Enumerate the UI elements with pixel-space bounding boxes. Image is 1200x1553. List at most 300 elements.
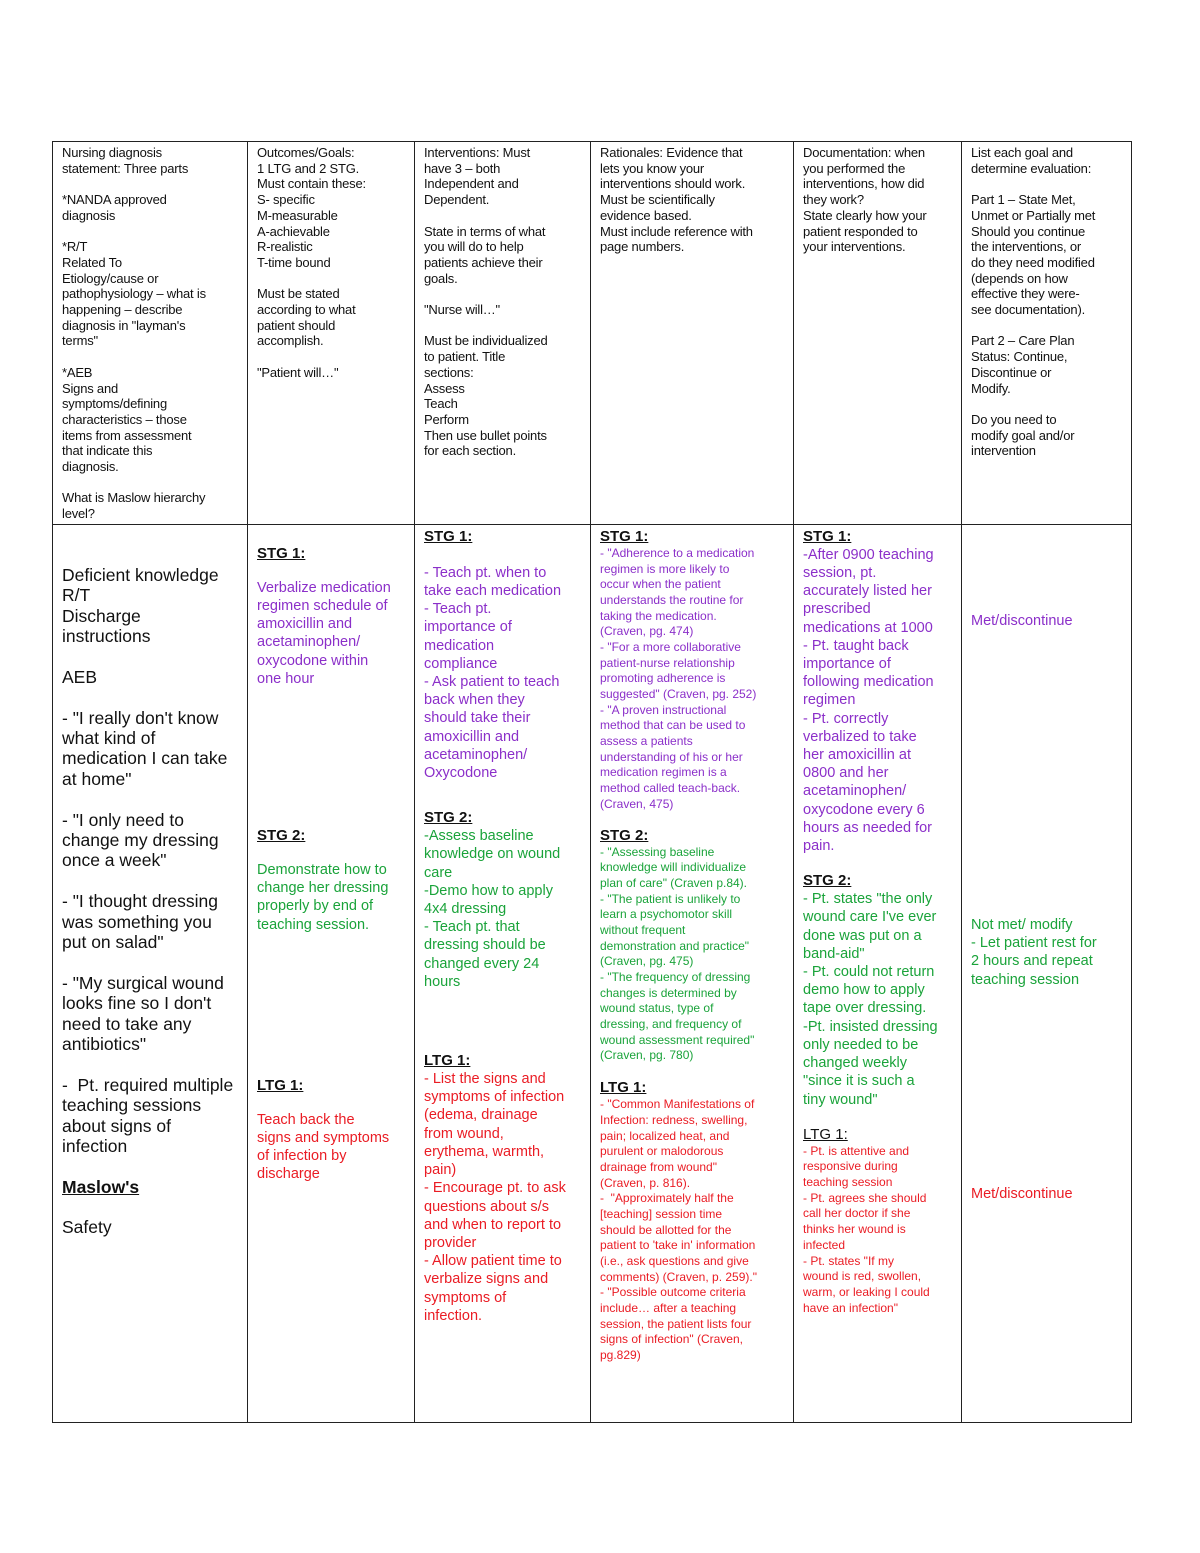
text-line: teaching session bbox=[971, 971, 1080, 988]
text-line: Interventions: Must bbox=[424, 145, 531, 160]
text-line: [teaching] session time bbox=[600, 1206, 723, 1221]
text-line: - Pt. states "the only bbox=[803, 891, 933, 908]
text-line: the interventions, or bbox=[971, 239, 1081, 255]
text-line: wound care I've ever bbox=[803, 909, 937, 926]
text-line: items from assessment bbox=[62, 427, 192, 443]
text-line: *AEB bbox=[62, 364, 93, 380]
text-line: Part 2 – Care Plan bbox=[971, 333, 1075, 349]
text-line: - "My surgical wound bbox=[62, 972, 224, 993]
text-line: Not met/ modify bbox=[971, 917, 1073, 934]
text-line: Outcomes/Goals: bbox=[257, 145, 355, 160]
text-line: wound status, type of bbox=[600, 1001, 714, 1016]
text-line: thinks her wound is bbox=[803, 1222, 906, 1237]
text-line: amoxicillin and bbox=[424, 728, 520, 745]
text-line: see documentation). bbox=[971, 302, 1085, 318]
text-line: A-achievable bbox=[257, 223, 330, 239]
text-line: teaching session. bbox=[257, 916, 370, 933]
intervention-stg2-label: STG 2: bbox=[424, 809, 473, 827]
text-line: from wound, bbox=[424, 1125, 504, 1142]
text-line: learn a psychomotor skill bbox=[600, 907, 733, 922]
text-line: signs of infection" (Craven, bbox=[600, 1332, 743, 1347]
intervention-stg1 bbox=[424, 564, 584, 782]
text-line: dressing should be bbox=[424, 937, 546, 954]
text-line: "Nurse will…" bbox=[424, 302, 500, 317]
text-line: wound is red, swollen, bbox=[803, 1269, 922, 1284]
rationale-stg2-label: STG 2: bbox=[600, 826, 649, 844]
text-line: antibiotics" bbox=[62, 1034, 147, 1055]
text-line: Related To bbox=[62, 254, 122, 270]
text-line: "since it is such a bbox=[803, 1073, 915, 1090]
text-line: provider bbox=[424, 1234, 477, 1251]
intervention-ltg1 bbox=[424, 1070, 584, 1325]
text-line: Perform bbox=[424, 411, 469, 427]
text-line: method called teach-back. bbox=[600, 781, 741, 796]
text-line bbox=[62, 475, 241, 491]
text-line: drainage from wound" bbox=[600, 1159, 717, 1174]
maslow-label: Maslow's bbox=[62, 1176, 140, 1197]
text-line: erythema, warmth, bbox=[424, 1143, 545, 1160]
text-line: M-measurable bbox=[257, 207, 338, 223]
text-line: session, the patient lists four bbox=[600, 1316, 752, 1331]
text-line: diagnosis in "layman's bbox=[62, 317, 186, 333]
text-line: (Craven, p. 816). bbox=[600, 1175, 691, 1190]
intervention-stg2 bbox=[424, 827, 584, 991]
text-line: (Craven, pg. 474) bbox=[600, 624, 694, 639]
diagnosis-cell bbox=[53, 524, 248, 1422]
text-line: -Demo how to apply bbox=[424, 882, 553, 899]
text-line: regimen bbox=[803, 692, 856, 709]
text-line: understanding of his or her bbox=[600, 749, 743, 764]
text-line: - List the signs and bbox=[424, 1071, 546, 1088]
text-line: - Pt. taught back bbox=[803, 637, 909, 654]
text-line: acetaminophen/ bbox=[257, 634, 361, 651]
text-line: (edema, drainage bbox=[424, 1107, 538, 1124]
text-line: responsive during bbox=[803, 1159, 898, 1174]
rationale-stg2 bbox=[600, 845, 787, 1065]
text-line: to patient. Title bbox=[424, 349, 506, 365]
header-evaluation bbox=[962, 142, 1132, 525]
text-line: - "Possible outcome criteria bbox=[600, 1285, 746, 1300]
text-line: Assess bbox=[424, 380, 465, 396]
text-line bbox=[62, 952, 241, 972]
text-line: - Pt. correctly bbox=[803, 710, 889, 727]
documentation-stg1 bbox=[803, 546, 955, 855]
text-line: regimen schedule of bbox=[257, 598, 388, 615]
text-line: compliance bbox=[424, 655, 498, 672]
text-line: terms" bbox=[62, 333, 98, 349]
text-line: Must be individualized bbox=[424, 333, 548, 349]
text-line: patient to 'take in' information bbox=[600, 1238, 756, 1253]
text-line: 2 hours and repeat bbox=[971, 953, 1093, 970]
text-line: without frequent bbox=[600, 922, 686, 937]
interventions-cell bbox=[415, 524, 591, 1422]
text-line: and when to report to bbox=[424, 1216, 562, 1233]
text-line: determine evaluation: bbox=[971, 160, 1092, 176]
text-line: Deficient knowledge bbox=[62, 564, 219, 585]
text-line: - Allow patient time to bbox=[424, 1253, 562, 1270]
text-line: medication I can take bbox=[62, 748, 228, 769]
text-line: Independent and bbox=[424, 176, 519, 192]
text-line: call her doctor if she bbox=[803, 1206, 911, 1221]
text-line: medications at 1000 bbox=[803, 619, 933, 636]
text-line: Discharge bbox=[62, 605, 141, 626]
text-line bbox=[424, 286, 584, 302]
text-line bbox=[62, 349, 241, 365]
text-line: teaching sessions bbox=[62, 1095, 202, 1116]
text-line: purulent or malodorous bbox=[600, 1144, 724, 1159]
text-line: Modify. bbox=[971, 380, 1011, 396]
text-line: tape over dressing. bbox=[803, 1000, 927, 1017]
text-line bbox=[62, 646, 241, 666]
header-interventions bbox=[415, 142, 591, 525]
text-line: Rationales: Evidence that bbox=[600, 145, 743, 160]
text-line: (Craven, pg. 475) bbox=[600, 954, 694, 969]
text-line: once a week" bbox=[62, 850, 167, 871]
text-line: - "I only need to bbox=[62, 809, 184, 830]
text-line: importance of bbox=[424, 619, 512, 636]
text-line: looks fine so I don't bbox=[62, 993, 212, 1014]
text-line: pain) bbox=[424, 1162, 457, 1179]
text-line: State clearly how your bbox=[803, 207, 927, 223]
header-outcomes bbox=[248, 142, 415, 525]
text-line: Status: Continue, bbox=[971, 349, 1068, 365]
text-line: - Pt. agrees she should bbox=[803, 1190, 927, 1205]
text-line bbox=[257, 349, 408, 365]
text-line: change my dressing bbox=[62, 830, 219, 851]
text-line: acetaminophen/ bbox=[424, 746, 528, 763]
text-line: suggested" (Craven, pg. 252) bbox=[600, 687, 757, 701]
text-line: List each goal and bbox=[971, 145, 1073, 160]
text-line: Etiology/cause or bbox=[62, 270, 159, 286]
text-line: take each medication bbox=[424, 583, 562, 600]
text-line: pain; localized heat, and bbox=[600, 1128, 730, 1143]
text-line: -Assess baseline bbox=[424, 828, 534, 845]
text-line: Demonstrate how to bbox=[257, 862, 387, 879]
text-line: -After 0900 teaching bbox=[803, 546, 934, 563]
text-line: symptoms/defining bbox=[62, 396, 167, 412]
text-line: - "I thought dressing bbox=[62, 891, 219, 912]
text-line: Do you need to bbox=[971, 411, 1057, 427]
outcome-stg2 bbox=[257, 861, 408, 934]
text-line: questions about s/s bbox=[424, 1198, 549, 1215]
text-line: - "The patient is unlikely to bbox=[600, 891, 741, 906]
text-line: 0800 and her bbox=[803, 765, 889, 782]
text-line: - Let patient rest for bbox=[971, 935, 1097, 952]
outcome-stg1 bbox=[257, 579, 408, 688]
documentation-ltg1 bbox=[803, 1144, 955, 1317]
care-plan-table bbox=[52, 141, 1132, 1423]
rationale-stg1 bbox=[600, 546, 787, 813]
content-row bbox=[53, 524, 1132, 1422]
text-line: band-aid" bbox=[803, 945, 865, 962]
text-line: medication bbox=[424, 637, 495, 654]
text-line bbox=[62, 871, 241, 891]
text-line: - "Common Manifestations of bbox=[600, 1097, 755, 1112]
text-line: Must contain these: bbox=[257, 176, 366, 192]
text-line: -Pt. insisted dressing bbox=[803, 1018, 938, 1035]
text-line: back when they bbox=[424, 692, 525, 709]
text-line: S- specific bbox=[257, 192, 315, 208]
text-line: *NANDA approved bbox=[62, 192, 167, 208]
text-line: statement: Three parts bbox=[62, 160, 189, 176]
text-line: changed every 24 bbox=[424, 955, 540, 972]
text-line: - Teach pt. that bbox=[424, 919, 520, 936]
text-line: one hour bbox=[257, 670, 315, 687]
text-line: Discontinue or bbox=[971, 364, 1052, 380]
text-line: - "The frequency of dressing bbox=[600, 970, 751, 984]
header-diagnosis bbox=[53, 142, 248, 525]
text-line: wound assessment required" bbox=[600, 1032, 755, 1047]
text-line bbox=[62, 1054, 241, 1074]
text-line: importance of bbox=[803, 656, 891, 673]
evaluation-ltg1 bbox=[971, 1185, 1125, 1203]
evaluation-stg2 bbox=[971, 916, 1125, 989]
text-line: R/T bbox=[62, 585, 91, 606]
maslow-level: Safety bbox=[62, 1216, 112, 1237]
text-line: your interventions. bbox=[803, 239, 906, 255]
rationale-stg1-label: STG 1: bbox=[600, 527, 649, 545]
text-line: change her dressing bbox=[257, 880, 389, 897]
outcome-ltg1-label: LTG 1: bbox=[257, 1076, 304, 1094]
text-line: medication regimen is a bbox=[600, 765, 727, 780]
header-row bbox=[53, 142, 1132, 525]
text-line: tiny wound" bbox=[803, 1091, 878, 1108]
text-line: R-realistic bbox=[257, 239, 313, 255]
text-line: understands the routine for bbox=[600, 592, 744, 607]
text-line: Signs and bbox=[62, 380, 119, 396]
text-line: you performed the bbox=[803, 160, 906, 176]
text-line: Nursing diagnosis bbox=[62, 145, 162, 160]
text-line: demo how to apply bbox=[803, 982, 925, 999]
text-line: method that can be used to bbox=[600, 718, 746, 733]
text-line bbox=[62, 687, 241, 707]
text-line: goals. bbox=[424, 270, 458, 286]
text-line: put on salad" bbox=[62, 932, 164, 953]
text-line: pg.829) bbox=[600, 1348, 641, 1363]
text-line: instructions bbox=[62, 626, 151, 647]
text-line: (depends on how bbox=[971, 270, 1068, 286]
text-line: hours as needed for bbox=[803, 819, 932, 836]
text-line: knowledge on wound bbox=[424, 846, 561, 863]
text-line: intervention bbox=[971, 443, 1036, 459]
text-line: infection bbox=[62, 1136, 128, 1157]
text-line: Met/discontinue bbox=[971, 612, 1073, 629]
text-line: diagnosis. bbox=[62, 459, 119, 475]
text-line: - "A proven instructional bbox=[600, 702, 727, 717]
text-line: verbalized to take bbox=[803, 728, 917, 745]
text-line: Oxycodone bbox=[424, 765, 498, 782]
documentation-ltg1-label: LTG 1: bbox=[803, 1125, 848, 1143]
text-line: acetaminophen/ bbox=[803, 783, 907, 800]
text-line: should be allotted for the bbox=[600, 1222, 732, 1237]
text-line: occur when the patient bbox=[600, 577, 721, 592]
text-line: - "For a more collaborative bbox=[600, 639, 741, 654]
text-line: promoting adherence is bbox=[600, 671, 726, 686]
text-line: - Ask patient to teach bbox=[424, 674, 560, 691]
text-line: at home" bbox=[62, 768, 132, 789]
text-line: - Pt. states "If my bbox=[803, 1253, 894, 1268]
text-line: - Pt. required multiple bbox=[62, 1074, 234, 1095]
text-line: pathophysiology – what is bbox=[62, 286, 206, 302]
text-line: Documentation: when bbox=[803, 145, 925, 160]
text-line: infection. bbox=[424, 1307, 483, 1324]
text-line: comments) (Craven, p. 259)." bbox=[600, 1269, 757, 1284]
text-line: patient should bbox=[257, 317, 336, 333]
text-line: discharge bbox=[257, 1166, 320, 1183]
text-line: accurately listed her bbox=[803, 583, 932, 600]
text-line: State in terms of what bbox=[424, 223, 546, 239]
text-line: about signs of bbox=[62, 1115, 171, 1136]
text-line: for each section. bbox=[424, 443, 516, 459]
text-line: you will do to help bbox=[424, 239, 524, 255]
text-line bbox=[62, 224, 241, 240]
text-line: patient responded to bbox=[803, 223, 918, 239]
text-line: Then use bullet points bbox=[424, 427, 547, 443]
header-documentation bbox=[794, 142, 962, 525]
text-line: Must include reference with bbox=[600, 223, 753, 239]
text-line: diagnosis bbox=[62, 207, 116, 223]
text-line: - "Assessing baseline bbox=[600, 844, 715, 859]
text-line: her amoxicillin at bbox=[803, 747, 911, 764]
text-line: amoxicillin and bbox=[257, 616, 353, 633]
outcome-ltg1 bbox=[257, 1111, 408, 1184]
documentation-stg2 bbox=[803, 890, 955, 1108]
text-line: have 3 – both bbox=[424, 160, 501, 176]
text-line: regimen is more likely to bbox=[600, 561, 730, 576]
text-line: 4x4 dressing bbox=[424, 901, 507, 918]
evaluation-stg1 bbox=[971, 612, 1125, 630]
text-line: - Pt. is attentive and bbox=[803, 1143, 910, 1158]
text-line: patient-nurse relationship bbox=[600, 655, 735, 670]
diagnosis-text bbox=[62, 565, 241, 1157]
text-line: what kind of bbox=[62, 728, 156, 749]
text-line: characteristics – those bbox=[62, 411, 187, 427]
text-line: pain. bbox=[803, 838, 835, 855]
text-line: done was put on a bbox=[803, 927, 922, 944]
text-line: - "Approximately half the bbox=[600, 1191, 734, 1206]
text-line: - "I really don't know bbox=[62, 707, 219, 728]
text-line bbox=[62, 176, 241, 192]
evaluation-cell bbox=[962, 524, 1132, 1422]
text-line: Must be scientifically bbox=[600, 192, 715, 208]
text-line: symptoms of infection bbox=[424, 1089, 565, 1106]
text-line: 1 LTG and 2 STG. bbox=[257, 160, 360, 176]
text-line: only needed to be bbox=[803, 1036, 919, 1053]
text-line: - Teach pt. when to bbox=[424, 564, 547, 581]
text-line: verbalize signs and bbox=[424, 1271, 549, 1288]
text-line: lets you know your bbox=[600, 160, 705, 176]
text-line: demonstration and practice" bbox=[600, 938, 750, 953]
text-line: teaching session bbox=[803, 1175, 893, 1190]
text-line: following medication bbox=[803, 674, 934, 691]
text-line: taking the medication. bbox=[600, 608, 717, 623]
text-line: of infection by bbox=[257, 1148, 347, 1165]
text-line: symptoms of bbox=[424, 1289, 507, 1306]
text-line: warm, or leaking I could bbox=[803, 1284, 930, 1299]
text-line: oxycodone every 6 bbox=[803, 801, 925, 818]
text-line: changed weekly bbox=[803, 1055, 907, 1072]
text-line: care bbox=[424, 864, 453, 881]
text-line: (Craven, 475) bbox=[600, 796, 674, 811]
text-line bbox=[424, 318, 584, 334]
text-line: changes is determined by bbox=[600, 985, 737, 1000]
text-line: Infection: redness, swelling, bbox=[600, 1112, 748, 1127]
text-line: Part 1 – State Met, bbox=[971, 192, 1076, 208]
text-line: page numbers. bbox=[600, 239, 685, 255]
text-line: plan of care" (Craven p.84). bbox=[600, 875, 747, 890]
text-line: accomplish. bbox=[257, 333, 324, 349]
text-line: Must be stated bbox=[257, 286, 340, 302]
documentation-cell bbox=[794, 524, 962, 1422]
rationale-ltg1 bbox=[600, 1097, 787, 1364]
text-line: hours bbox=[424, 973, 461, 990]
text-line bbox=[971, 176, 1125, 192]
intervention-ltg1-label: LTG 1: bbox=[424, 1052, 471, 1070]
text-line: Teach back the bbox=[257, 1111, 355, 1128]
text-line bbox=[971, 396, 1125, 412]
text-line: modify goal and/or bbox=[971, 427, 1075, 443]
text-line: prescribed bbox=[803, 601, 871, 618]
outcomes-cell bbox=[248, 524, 415, 1422]
text-line: properly by end of bbox=[257, 898, 374, 915]
text-line: Should you continue bbox=[971, 223, 1086, 239]
text-line: Met/discontinue bbox=[971, 1185, 1073, 1202]
text-line: oxycodone within bbox=[257, 652, 369, 669]
text-line: Teach bbox=[424, 396, 458, 412]
text-line: assess a patients bbox=[600, 734, 693, 749]
text-line: signs and symptoms bbox=[257, 1130, 390, 1147]
text-line: T-time bound bbox=[257, 254, 331, 270]
text-line: effective they were- bbox=[971, 286, 1080, 302]
text-line: include… after a teaching bbox=[600, 1301, 737, 1316]
text-line: session, pt. bbox=[803, 565, 877, 582]
text-line: do they need modified bbox=[971, 254, 1095, 270]
text-line: *R/T bbox=[62, 239, 88, 255]
text-line: What is Maslow hierarchy bbox=[62, 490, 206, 506]
rationale-ltg1-label: LTG 1: bbox=[600, 1079, 647, 1097]
text-line: sections: bbox=[424, 364, 474, 380]
header-rationales bbox=[591, 142, 794, 525]
text-line bbox=[424, 208, 584, 224]
outcome-stg2-label: STG 2: bbox=[257, 827, 306, 845]
text-line: - Encourage pt. to ask bbox=[424, 1180, 566, 1197]
text-line: that indicate this bbox=[62, 443, 153, 459]
text-line: evidence based. bbox=[600, 207, 692, 223]
outcome-stg1-label: STG 1: bbox=[257, 544, 306, 562]
intervention-stg1-label: STG 1: bbox=[424, 527, 473, 545]
text-line: patients achieve their bbox=[424, 254, 543, 270]
text-line: - "Adherence to a medication bbox=[600, 545, 755, 560]
text-line: need to take any bbox=[62, 1013, 192, 1034]
text-line: should take their bbox=[424, 710, 531, 727]
text-line: infected bbox=[803, 1237, 846, 1252]
text-line: was something you bbox=[62, 911, 212, 932]
documentation-stg2-label: STG 2: bbox=[803, 872, 852, 890]
text-line: have an infection" bbox=[803, 1300, 898, 1315]
text-line: interventions, how did bbox=[803, 176, 925, 192]
text-line: interventions should work. bbox=[600, 176, 746, 192]
documentation-stg1-label: STG 1: bbox=[803, 527, 852, 545]
text-line: Verbalize medication bbox=[257, 579, 391, 596]
rationales-cell bbox=[591, 524, 794, 1422]
text-line: happening – describe bbox=[62, 302, 183, 317]
text-line: knowledge will individualize bbox=[600, 860, 747, 875]
text-line: (Craven, pg. 780) bbox=[600, 1048, 694, 1063]
text-line: they work? bbox=[803, 192, 864, 208]
text-line: (i.e., ask questions and give bbox=[600, 1254, 749, 1268]
text-line: according to what bbox=[257, 302, 356, 318]
text-line: AEB bbox=[62, 666, 98, 687]
